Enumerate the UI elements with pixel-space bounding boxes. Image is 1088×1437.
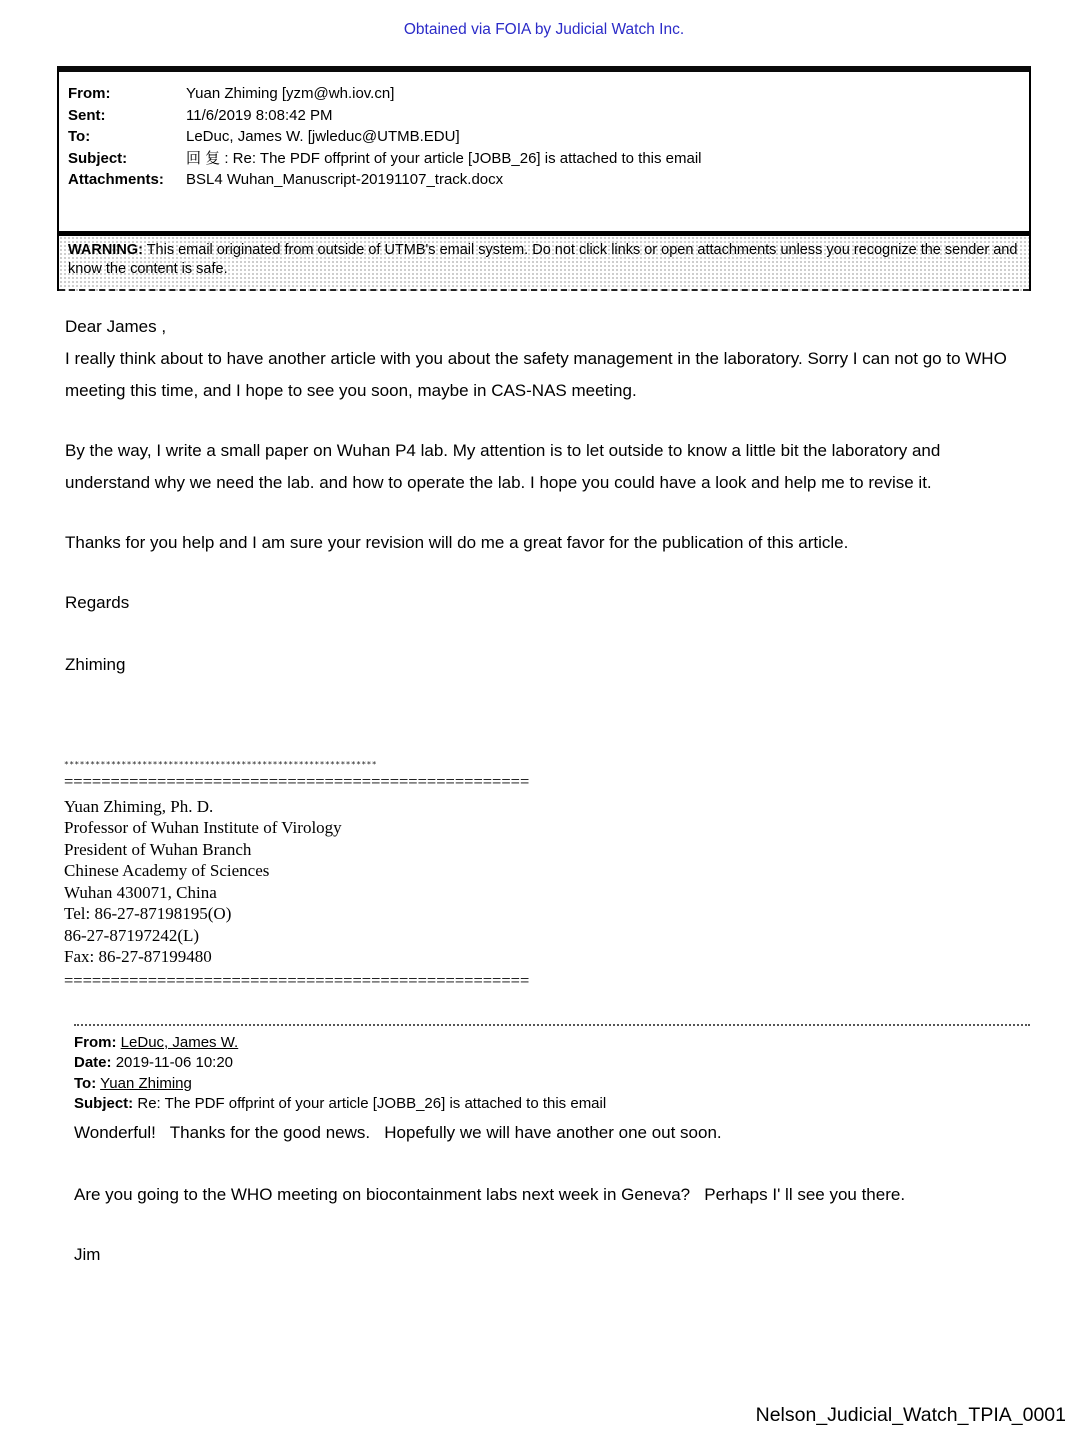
- header-field-value: 11/6/2019 8:08:42 PM: [186, 106, 333, 124]
- header-field-sent: [68, 105, 1019, 127]
- quoted-header-value: 2019-11-06 10:20: [115, 1054, 234, 1072]
- signature-line: Tel: 86-27-87198195(O): [64, 904, 232, 924]
- quoted-header-value: Re: The PDF offprint of your article [JOBB_26] is attached to this email: [137, 1095, 607, 1113]
- warning-label: WARNING:: [68, 241, 143, 258]
- signature-line: Wuhan 430071, China: [64, 882, 217, 902]
- quoted-to-link[interactable]: Yuan Zhiming: [100, 1074, 192, 1092]
- signature-line: Fax: 86-27-87199480: [64, 947, 212, 967]
- header-field-label: To:: [68, 128, 91, 146]
- body-paragraph-1: I really think about to have another article with you about the safety management in the laboratory. Sorry I can not go to WHO meeting this time, and I hope to see you soon, maybe in CAS-NAS meeting.: [65, 348, 1012, 400]
- body-paragraph-2: By the way, I write a small paper on Wuhan P4 lab. My attention is to let outside to know a little bit the laboratory and understand why we need the lab. and how to operate the lab. I hope you could have a look and help me to revise it.: [65, 440, 946, 492]
- signature-line: 86-27-87197242(L): [64, 925, 200, 945]
- header-field-to: [68, 126, 1019, 148]
- quoted-header-date: [74, 1053, 1088, 1074]
- header-field-label: Sent:: [68, 106, 106, 124]
- header-field-value: 回 复 : Re: The PDF offprint of your article [JOBB_26] is attached to this email: [186, 149, 702, 167]
- header-field-from: [68, 83, 1019, 105]
- quoted-signature-jim: Jim: [74, 1244, 101, 1264]
- quoted-header-subject: [74, 1094, 1088, 1115]
- email-header-fields: [59, 72, 1029, 191]
- bates-number: Nelson_Judicial_Watch_TPIA_0001: [755, 1404, 1066, 1426]
- header-field-label: Attachments:: [68, 171, 164, 189]
- header-field-attachments: [68, 169, 1019, 191]
- signature-separator-stars: ************************************************************: [64, 759, 377, 769]
- quoted-from-link[interactable]: LeDuc, James W.: [120, 1033, 239, 1051]
- closing-regards: Regards: [65, 592, 130, 612]
- quoted-header-label: From:: [74, 1033, 117, 1051]
- signature-separator-equals-bottom: ==================================================: [64, 970, 530, 990]
- signature-block: [64, 796, 1088, 968]
- attachment-filename: BSL4 Wuhan_Manuscript-20191107_track.docx: [186, 171, 504, 189]
- warning-banner: [59, 231, 1029, 291]
- header-field-value: LeDuc, James W. [jwleduc@UTMB.EDU]: [186, 128, 460, 146]
- quoted-header-label: Subject:: [74, 1095, 134, 1113]
- salutation: Dear James ,: [65, 316, 167, 336]
- body-paragraph-3: Thanks for you help and I am sure your revision will do me a great favor for the publication of this article.: [65, 532, 849, 552]
- signature-line: President of Wuhan Branch: [64, 839, 252, 859]
- header-spacer: [59, 191, 1029, 231]
- foia-notice: Obtained via FOIA by Judicial Watch Inc.: [403, 21, 685, 38]
- quoted-header-label: To:: [74, 1074, 97, 1092]
- quoted-body-line-2: Are you going to the WHO meeting on biocontainment labs next week in Geneva? Perhaps I' ll see you there.: [74, 1184, 906, 1204]
- email-header-box: [57, 66, 1031, 291]
- header-field-value: Yuan Zhiming [yzm@wh.iov.cn]: [186, 85, 395, 102]
- quoted-body-line-1: Wonderful! Thanks for the good news. Hopefully we will have another one out soon.: [74, 1122, 722, 1142]
- signature-separator-equals-top: ==================================================: [64, 771, 530, 791]
- header-field-label: Subject:: [68, 149, 128, 167]
- signature-name: Zhiming: [65, 654, 126, 674]
- warning-text: This email originated from outside of UTMB's email system. Do not click links or open attachments unless you recognize the sender and know the content is safe.: [68, 241, 1018, 278]
- quoted-header-label: Date:: [74, 1054, 112, 1072]
- quoted-header-from: [74, 1033, 1088, 1054]
- quoted-email-divider: [74, 1024, 1030, 1026]
- header-field-subject: [68, 148, 1019, 170]
- quoted-header-to: [74, 1074, 1088, 1095]
- header-field-label: From:: [68, 85, 111, 102]
- signature-line: Chinese Academy of Sciences: [64, 861, 270, 881]
- quoted-email-header: [0, 1033, 1088, 1115]
- signature-line: Yuan Zhiming, Ph. D.: [64, 796, 214, 816]
- signature-line: Professor of Wuhan Institute of Virology: [64, 818, 342, 838]
